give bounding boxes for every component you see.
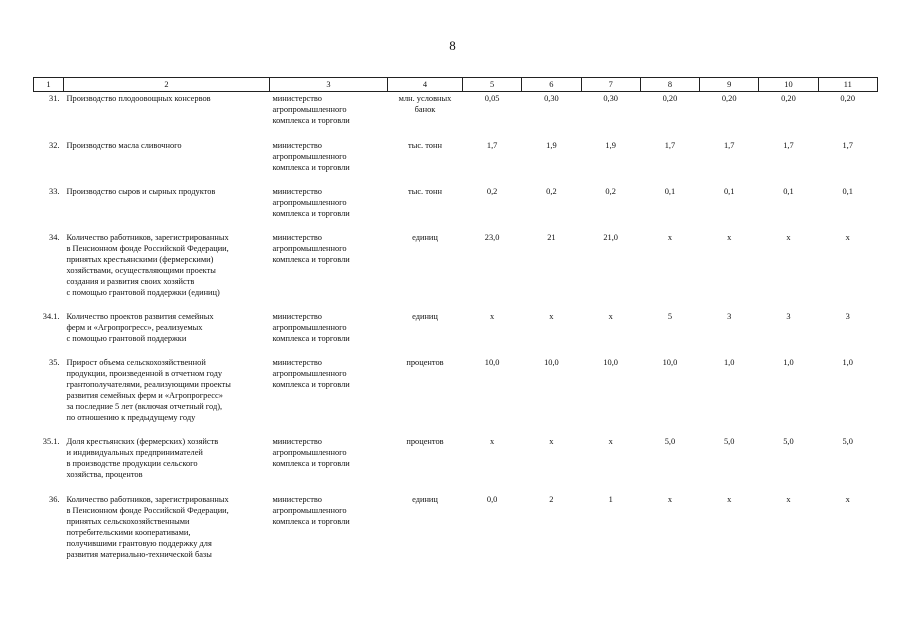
value-cell: 5 — [667, 312, 673, 321]
value-cell: 0,2 — [605, 187, 616, 196]
responsible-body: министерство агропромышленного комплекса и торговли — [272, 495, 350, 526]
responsible-body: министерство агропромышленного комплекса и торговли — [272, 141, 350, 172]
value-cell: x — [667, 495, 673, 504]
row-number: 36. — [49, 495, 60, 504]
column-header: 9 — [700, 78, 759, 92]
table-row — [34, 435, 878, 493]
value-cell: 0,20 — [781, 94, 796, 103]
indicator-name: Количество работников, зарегистрированных в Пенсионном фонде Российской Федерации, принятых крестьянскими (фермерскими) хозяйствами, осуществляющими проекты создания и развития своих хозяйств с помощью грантовой поддержки (единиц) — [66, 233, 229, 297]
value-cell: 10,0 — [484, 358, 500, 367]
indicator-name: Производство сыров и сырных продуктов — [66, 187, 216, 196]
value-cell: 5,0 — [842, 437, 853, 446]
value-cell: 1,7 — [486, 141, 498, 150]
indicators-table — [33, 77, 878, 564]
unit-of-measure: процентов — [406, 437, 444, 446]
unit-of-measure: млн. условных банок — [398, 94, 452, 114]
value-cell: 21,0 — [603, 233, 618, 242]
column-number-row — [34, 78, 878, 92]
value-cell: 1 — [608, 495, 613, 504]
value-cell: 0,30 — [544, 94, 559, 103]
indicator-name: Количество работников, зарегистрированных в Пенсионном фонде Российской Федерации, принятых сельскохозяйственными потребительскими кооперативами, получившими грантовую поддержку для развития материально-технической базы — [66, 495, 229, 559]
unit-of-measure: единиц — [412, 312, 438, 321]
responsible-body: министерство агропромышленного комплекса и торговли — [272, 312, 350, 343]
table-row — [34, 493, 878, 564]
row-number: 35. — [49, 358, 60, 367]
value-cell: 3 — [786, 312, 791, 321]
column-header: 2 — [64, 78, 270, 92]
column-header: 11 — [818, 78, 877, 92]
responsible-body: министерство агропромышленного комплекса и торговли — [272, 437, 350, 468]
value-cell: 5,0 — [783, 437, 794, 446]
value-cell: 2 — [549, 495, 554, 504]
indicator-name: Производство масла сливочного — [66, 141, 182, 150]
value-cell: 10,0 — [603, 358, 618, 367]
indicator-name: Производство плодоовощных консервов — [66, 94, 211, 103]
column-header: 4 — [388, 78, 463, 92]
value-cell: x — [608, 437, 613, 446]
value-cell: 1,7 — [783, 141, 794, 150]
value-cell: 5,0 — [723, 437, 735, 446]
indicator-name: Прирост объема сельскохозяйственной продукции, произведенной в отчетном году грантополучателями, реализующими проекты развития семейных ферм и «Агропрогресс» за последние 5 лет (включая отчетный год), по отношению к предыдущему году — [66, 358, 231, 422]
value-cell: 21 — [547, 233, 556, 242]
unit-of-measure: процентов — [406, 358, 444, 367]
value-cell: x — [727, 233, 732, 242]
value-cell: 0,0 — [486, 495, 498, 504]
value-cell: 23,0 — [484, 233, 500, 242]
value-cell: 1,9 — [546, 141, 557, 150]
table-row — [34, 139, 878, 185]
value-cell: 0,20 — [662, 94, 678, 103]
value-cell: x — [727, 495, 732, 504]
value-cell: x — [608, 312, 613, 321]
responsible-body: министерство агропромышленного комплекса и торговли — [272, 187, 350, 218]
table-row — [34, 92, 878, 140]
value-cell: x — [786, 495, 791, 504]
value-cell: x — [490, 437, 495, 446]
value-cell: 0,1 — [783, 187, 794, 196]
column-header: 6 — [522, 78, 581, 92]
table-row — [34, 310, 878, 356]
value-cell: 3 — [727, 312, 732, 321]
responsible-body: министерство агропромышленного комплекса и торговли — [272, 94, 350, 125]
table-row — [34, 185, 878, 231]
value-cell: 1,9 — [605, 141, 616, 150]
value-cell: 0,1 — [664, 187, 676, 196]
row-number: 34.1. — [42, 312, 60, 321]
responsible-body: министерство агропромышленного комплекса и торговли — [272, 233, 350, 264]
value-cell: x — [549, 312, 554, 321]
value-cell: x — [845, 233, 850, 242]
value-cell: 1,7 — [842, 141, 853, 150]
table-row — [34, 356, 878, 435]
value-cell: 1,7 — [664, 141, 676, 150]
row-number: 35.1. — [42, 437, 60, 446]
value-cell: x — [786, 233, 791, 242]
unit-of-measure: тыс. тонн — [408, 187, 442, 196]
value-cell: 0,20 — [721, 94, 737, 103]
unit-of-measure: единиц — [412, 495, 438, 504]
column-header: 8 — [640, 78, 699, 92]
unit-of-measure: тыс. тонн — [408, 141, 442, 150]
column-header: 7 — [581, 78, 640, 92]
value-cell: 0,2 — [546, 187, 557, 196]
responsible-body: министерство агропромышленного комплекса и торговли — [272, 358, 350, 389]
value-cell: 1,7 — [723, 141, 735, 150]
value-cell: 0,05 — [484, 94, 500, 103]
value-cell: 10,0 — [662, 358, 678, 367]
value-cell: 0,20 — [840, 94, 856, 103]
page-number: 8 — [449, 38, 456, 53]
row-number: 34. — [49, 233, 60, 242]
value-cell: x — [667, 233, 673, 242]
column-header: 5 — [463, 78, 522, 92]
column-header: 10 — [759, 78, 818, 92]
row-number: 33. — [49, 187, 60, 196]
value-cell: 0,30 — [603, 94, 618, 103]
row-number: 31. — [49, 94, 60, 103]
value-cell: 5,0 — [664, 437, 676, 446]
column-header: 1 — [34, 78, 64, 92]
indicator-name: Доля крестьянских (фермерских) хозяйств и индивидуальных предпринимателей в производстве продукции сельского хозяйства, процентов — [66, 437, 219, 479]
value-cell: 0,1 — [842, 187, 853, 196]
value-cell: 1,0 — [842, 358, 853, 367]
value-cell: x — [845, 495, 850, 504]
unit-of-measure: единиц — [412, 233, 438, 242]
table-row — [34, 231, 878, 310]
value-cell: 1,0 — [723, 358, 735, 367]
row-number: 32. — [49, 141, 60, 150]
value-cell: 0,1 — [723, 187, 735, 196]
value-cell: x — [490, 312, 495, 321]
value-cell: x — [549, 437, 554, 446]
value-cell: 3 — [845, 312, 850, 321]
value-cell: 1,0 — [783, 358, 794, 367]
indicator-name: Количество проектов развития семейных ферм и «Агропрогресс», реализуемых с помощью грантовой поддержки — [66, 312, 214, 343]
column-header: 3 — [270, 78, 388, 92]
value-cell: 10,0 — [544, 358, 559, 367]
value-cell: 0,2 — [486, 187, 498, 196]
